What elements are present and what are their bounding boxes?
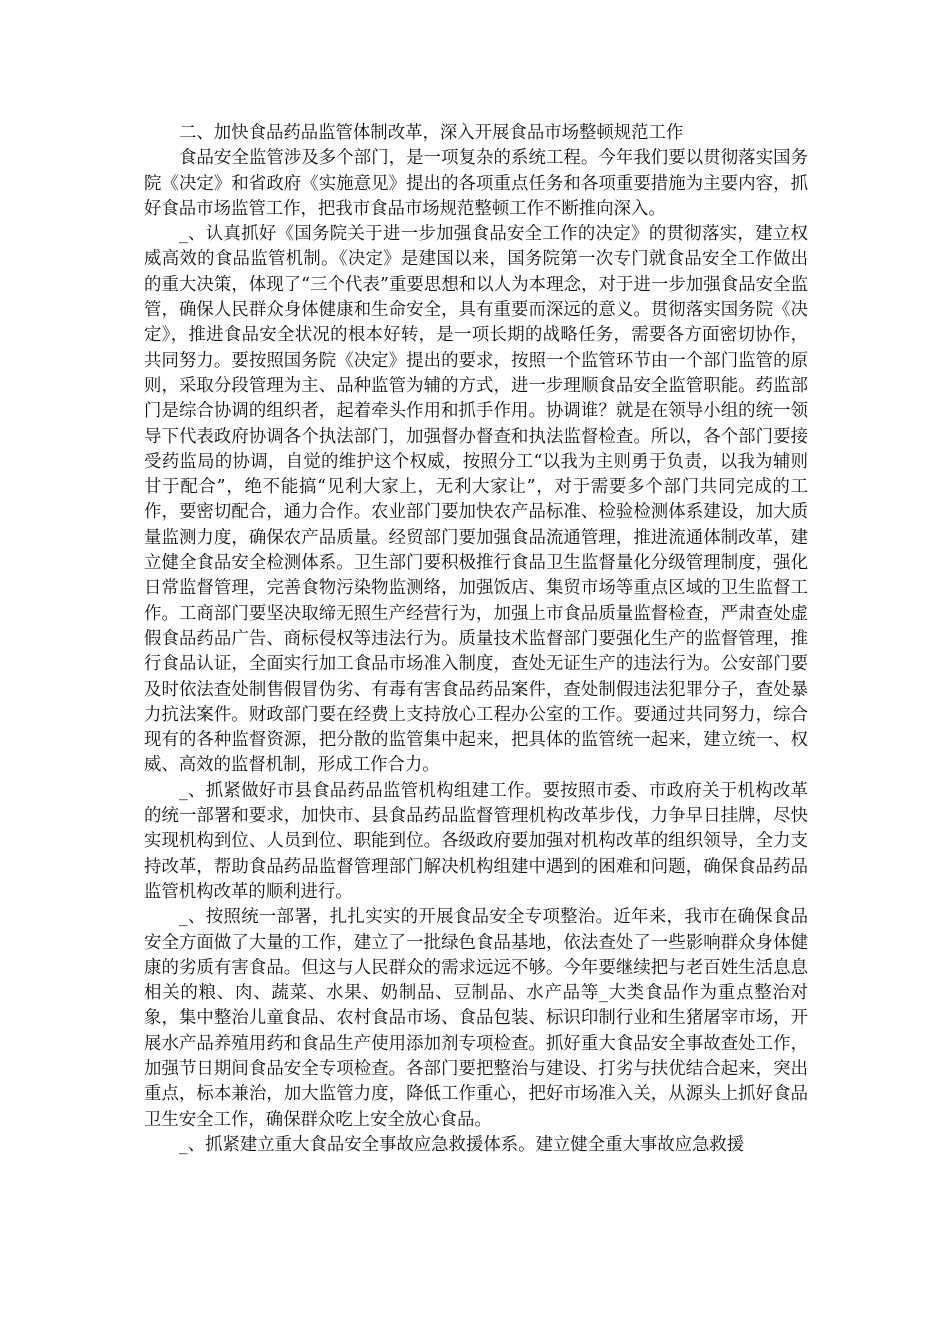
paragraph-special-rectification: _、按照统一部署，扎扎实实的开展食品安全专项整治。近年来，我市在确保食品安全方面做了大量的工作，建立了一批绿色食品基地，依法查处了一些影响群众身体健康的劣质有害食品。但这与人民群众的需求远远不够。今年要继续把与老百姓生活息息相关的粮、肉、蔬菜、水果、奶制品、豆制品、水产品等_大类食品作为重点整治对象，集中整治儿童食品、农村食品市场、食品包装、标识印制行业和生猪屠宰市场，开展水产品养殖用药和食品生产使用添加剂专项检查。抓好重大食品安全事故查处工作，加强节日期间食品安全专项检查。各部门要把整治与建设、打劣与扶优结合起来，突出重点，标本兼治，加大监管力度，降低工作重心，把好市场准入关，从源头上抓好食品卫生安全工作，确保群众吃上安全放心食品。 bbox=[144, 907, 808, 1130]
paragraph-decision-implementation: _、认真抓好《国务院关于进一步加强食品安全工作的决定》的贯彻落实，建立权威高效的食品监管机制。《决定》是建国以来，国务院第一次专门就食品安全工作做出的重大决策，体现了“三个代表”重要思想和以人为本理念，对于进一步加强食品安全监管，确保人民群众身体健康和生命安全，具有重要而深远的意义。贯彻落实国务院《决定》，推进食品安全状况的根本好转，是一项长期的战略任务，需要各方面密切协作，共同努力。要按照国务院《决定》提出的要求，按照一个监管环节由一个部门监管的原则，采取分段管理为主、品种监管为辅的方式，进一步理顺食品安全监管职能。药监部门是综合协调的组织者，起着牵头作用和抓手作用。协调谁？就是在领导小组的统一领导下代表政府协调各个执法部门，加强督办督查和执法监督检查。所以，各个部门要接受药监局的协调，自觉的维护这个权威，按照分工“以我为主则勇于负责，以我为辅则甘于配合”，绝不能搞“见利大家上，无利大家让”，对于需要多个部门共同完成的工作，要密切配合，通力合作。农业部门要加快农产品标准、检验检测体系建设，加大质量监测力度，确保农产品质量。经贸部门要加强食品流通管理，推进流通体制改革，建立健全食品安全检测体系。卫生部门要积极推行食品卫生监督量化分级管理制度，强化日常监督管理，完善食物污染物监测络，加强饭店、集贸市场等重点区域的卫生监督工作。工商部门要坚决取缔无照生产经营行为，加强上市食品质量监督检查，严肃查处虚假食品药品广告、商标侵权等违法行为。质量技术监督部门要强化生产的监督管理，推行食品认证，全面实行加工食品市场准入制度，查处无证生产的违法行为。公安部门要及时依法查处制售假冒伪劣、有毒有害食品药品案件，查处制假违法犯罪分子，查处暴力抗法案件。财政部门要在经费上支持放心工程办公室的工作。要通过共同努力，综合现有的各种监督资源，把分散的监管集中起来，把具体的监管统一起来，建立统一、权威、高效的监督机制，形成工作合力。 bbox=[144, 224, 808, 776]
section-heading: 二、加快食品药品监管体制改革，深入开展食品市场整顿规范工作 bbox=[179, 123, 684, 143]
paragraph-intro: 食品安全监管涉及多个部门，是一项复杂的系统工程。今年我们要以贯彻落实国务院《决定》和省政府《实施意见》提出的各项重点任务和各项重要措施为主要内容，抓好食品市场监管工作，把我市食品市场规范整顿工作不断推向深入。 bbox=[144, 148, 808, 219]
paragraph-agency-setup: _、抓紧做好市县食品药品监管机构组建工作。要按照市委、市政府关于机构改革的统一部署和要求，加快市、县食品药品监督管理机构改革步伐，力争早日挂牌，尽快实现机构到位、人员到位、职能到位。各级政府要加强对机构改革的组织领导，全力支持改革，帮助食品药品监督管理部门解决机构组建中遇到的困难和问题，确保食品药品监管机构改革的顺利进行。 bbox=[144, 780, 808, 902]
document-page bbox=[144, 121, 808, 1158]
paragraph-emergency-system: _、抓紧建立重大食品安全事故应急救援体系。建立健全重大事故应急救援 bbox=[179, 1134, 745, 1155]
